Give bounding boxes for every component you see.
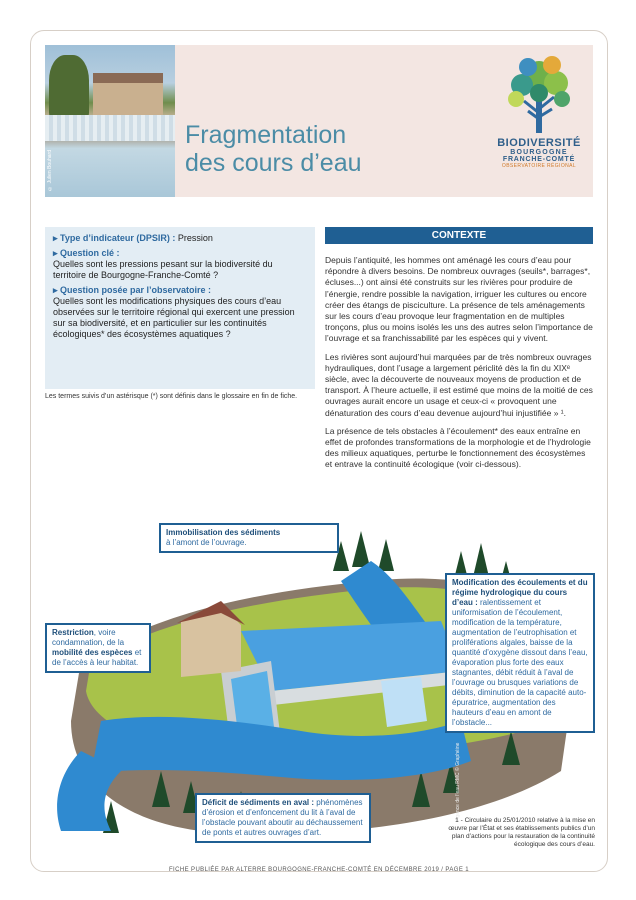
observatory-question	[53, 285, 307, 340]
tree-logo-icon	[504, 53, 574, 135]
indicator-panel	[45, 227, 315, 389]
context-paragraph-2: Les rivières sont aujourd’hui marquées par de très nombreux ouvrages hydrauliques, dont l’usage a largement périclité dès la fin du XIXᵉ siècle, avec la découverte de nouveaux moyens de production et de transport. À l’heure actuelle, il est estimé que moins de la moitié de ces ouvrages aurait encore un usage et ceux-ci « provoquent une dénaturation des cours d’eau devenue aujourd’hui injustifiée » ¹.	[325, 351, 593, 418]
callout-sediments	[159, 523, 339, 553]
callout-restriction	[45, 623, 151, 673]
context-heading: CONTEXTE	[325, 227, 593, 244]
callout-restriction-text2: et de l’accès à leur habitat.	[52, 648, 142, 667]
page-footer: FICHE PUBLIÉE PAR ALTERRE BOURGOGNE-FRANCHE-COMTÉ EN DÉCEMBRE 2019 / PAGE 1	[168, 867, 470, 872]
indicator-type-label: ▸ Type d’indicateur (DPSIR) :	[53, 233, 176, 243]
footnote-1: 1 - Circulaire du 25/01/2010 relative à la mise en œuvre par l’État et ses établissements publics d’un plan d’actions pour la restauration de la continuité écologique des cours d’eau.	[448, 817, 595, 848]
context-text	[325, 255, 593, 478]
callout-restriction-title: Restriction	[52, 628, 94, 637]
illustration-credit: Agence de l’eau RMC © Graphéine	[455, 742, 461, 821]
key-question-text: Quelles sont les pressions pesant sur la biodiversité du territoire de Bourgogne-Franche-Comté ?	[53, 259, 273, 280]
callout-flow-modification	[445, 573, 595, 733]
logo-line1: BIODIVERSITÉ	[497, 137, 581, 149]
callout-flow-title: Modification des écoulements et du régime hydrologique du cours d’eau :	[452, 578, 588, 607]
header-banner	[45, 45, 593, 197]
logo-line3: FRANCHE-COMTÉ	[502, 156, 576, 163]
key-question-label: ▸ Question clé :	[53, 248, 120, 258]
context-paragraph-1: Depuis l’antiquité, les hommes ont aménagé les cours d’eau pour répondre à divers besoins. De nombreux ouvrages (seuils*, barrages*, écluses...) ont ainsi été construits sur les rivières pour produire de l’énergie, rendre possible la navigation, irriguer les cultures ou encore créer des étangs de pisciculture. La présence de tels aménagements sur les cours d’eau provoque leur fragmentation en de multiples tronçons, plus ou moins isolés les uns des autres selon l’importance de l’ouvrage et sa franchissabilité par les espèces qui y vivent.	[325, 255, 593, 344]
observatory-question-text: Quelles sont les modifications physiques des cours d’eau observées sur le territoire régional qui exercent une pression sur sa biodiversité, et en particulier sur les continuités écologiques* des écosystèmes aquatiques ?	[53, 296, 295, 339]
photo-credit: © Julien Bouhard	[47, 150, 53, 191]
page-title-line1: Fragmentation	[185, 121, 347, 149]
photo-weir	[45, 115, 175, 141]
callout-sediments-text: à l’amont de l’ouvrage.	[166, 538, 247, 547]
logo-line2: BOURGOGNE	[510, 149, 568, 156]
indicator-type-value: Pression	[175, 233, 213, 243]
photo-tree	[49, 55, 89, 119]
page-title-line2: des cours d’eau	[185, 149, 362, 177]
context-paragraph-3: La présence de tels obstacles à l’écoulement* des eaux entraîne en effet de profondes transformations de la morphologie et de l’hydrologie des milieux aquatiques, perturbe le fonctionnement des écosystèmes et entrave la continuité écologique (voir ci-dessous).	[325, 425, 591, 470]
page-title	[185, 121, 362, 177]
callout-deficit-title: Déficit de sédiments en aval :	[202, 798, 315, 807]
callout-flow-text: ralentissement et uniformisation de l’écoulement, modification de la température, augmentation de l’eutrophisation et proliférations algales, baisse de la quantité d’oxygène dissout dans l’eau, évaporation plus forte des eaux stagnantes, débit réduit à l’aval de l’ouvrage ou brusques variations de débits, diminution de la capacité auto-épuratrice, augmentation des hauteurs d’eau en amont de l’obstacle...	[452, 598, 588, 727]
observatory-logo	[489, 53, 589, 193]
logo-line4: OBSERVATOIRE RÉGIONAL	[501, 163, 577, 169]
observatory-question-label: ▸ Question posée par l’observatoire :	[53, 285, 212, 295]
callout-sediment-deficit	[195, 793, 371, 843]
callout-sediments-title: Immobilisation des sédiments	[166, 528, 281, 537]
header-photo-river-weir	[45, 45, 175, 197]
callout-deficit-text: phénomènes d’érosion et d’enfoncement du lit à l’aval de l’obstacle pouvant aboutir au déchaussement de ponts et autres ouvrages d’art.	[202, 798, 363, 837]
callout-restriction-text1: , voire condamnation, de la	[52, 628, 125, 647]
callout-restriction-emphasis: mobilité des espèces	[52, 648, 133, 657]
key-question	[53, 248, 307, 281]
photo-mill-building	[93, 73, 163, 121]
glossary-note: Les termes suivis d’un astérisque (*) sont définis dans le glossaire en fin de fiche.	[45, 393, 298, 400]
fact-sheet-page	[30, 30, 608, 872]
indicator-type	[53, 233, 307, 244]
